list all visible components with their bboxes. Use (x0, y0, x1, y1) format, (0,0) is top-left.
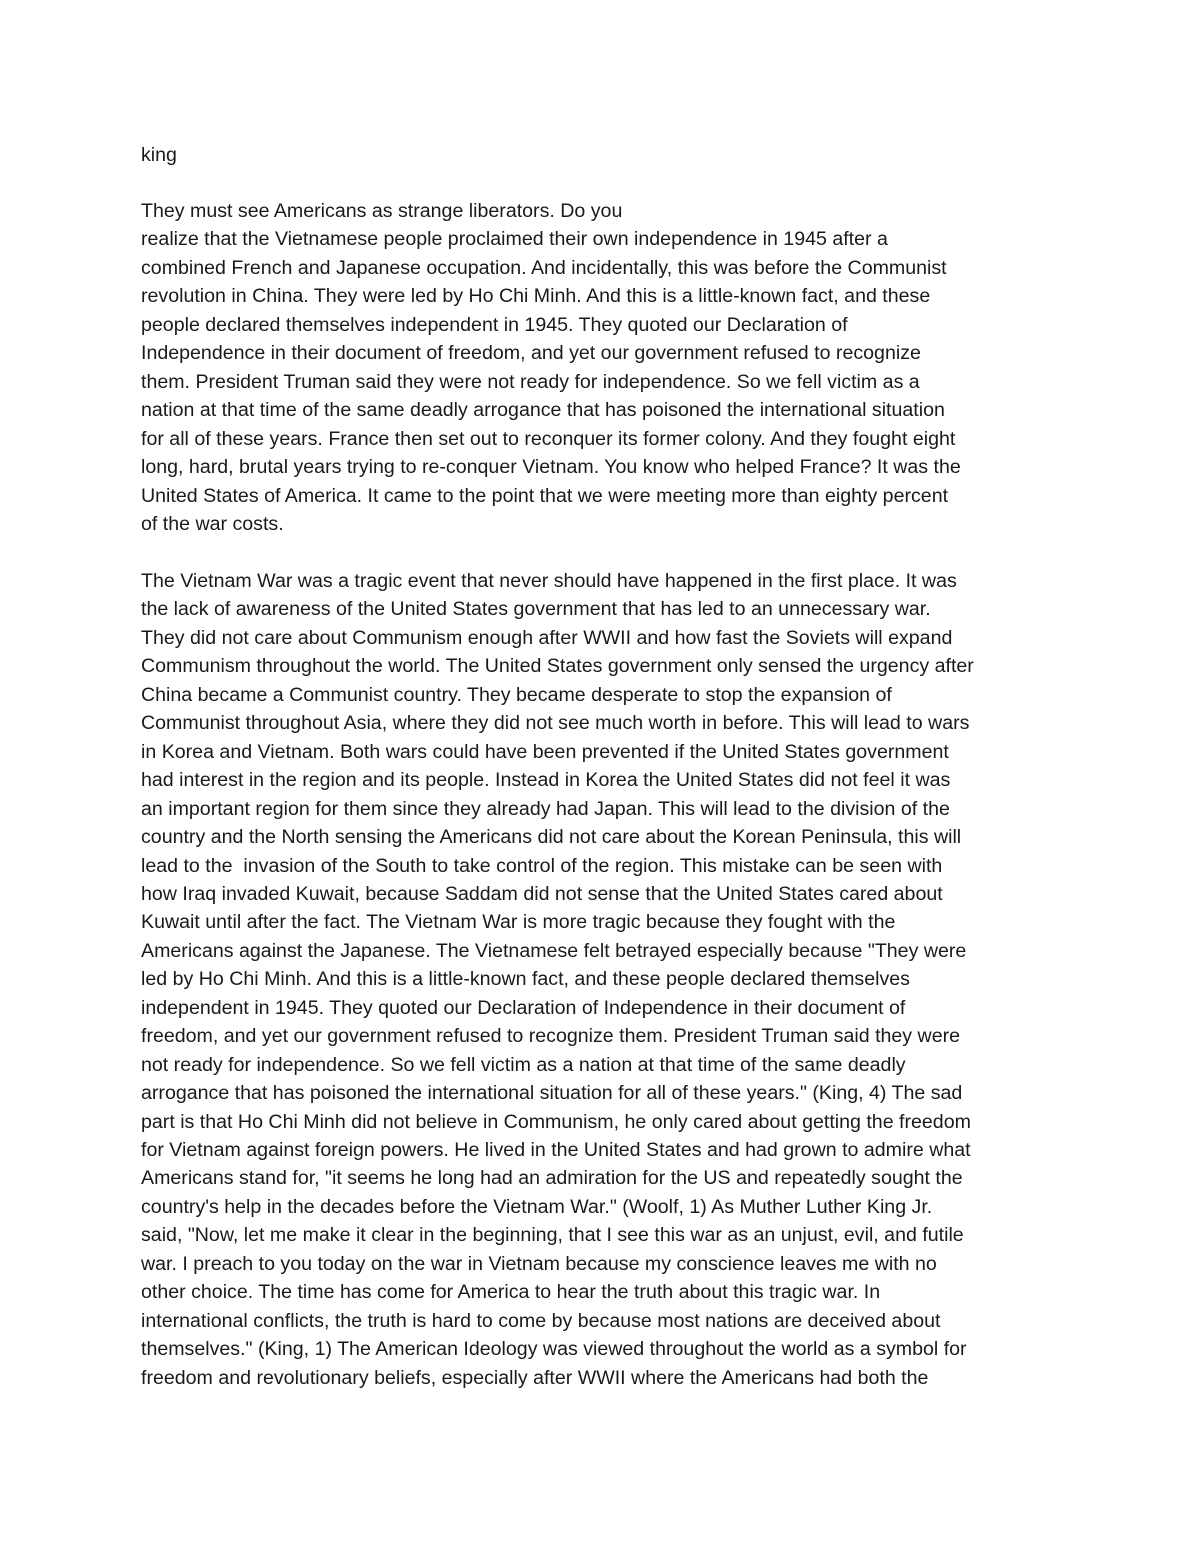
text-line: war. I preach to you today on the war in Vietnam because my conscience leaves me with no (141, 1252, 937, 1275)
text-line: They must see Americans as strange liberators. Do you (141, 200, 623, 222)
text-line: combined French and Japanese occupation. And incidentally, this was before the Communist (141, 256, 947, 279)
text-line: not ready for independence. So we fell victim as a nation at that time of the same deadly (141, 1053, 906, 1076)
text-line: nation at that time of the same deadly arrogance that has poisoned the international situation (141, 399, 945, 422)
text-line: people declared themselves independent in 1945. They quoted our Declaration of (141, 313, 848, 336)
text-line: had interest in the region and its people. Instead in Korea the United States did not feel it was (141, 769, 951, 792)
text-line: for all of these years. France then set out to reconquer its former colony. And they fought eight (141, 427, 956, 450)
text-line: international conflicts, the truth is hard to come by because most nations are deceived about (141, 1309, 941, 1332)
text-line: led by Ho Chi Minh. And this is a little-known fact, and these people declared themselves (141, 968, 910, 991)
text-line: an important region for them since they already had Japan. This will lead to the division of the (141, 797, 950, 820)
text-line: lead to the invasion of the South to take control of the region. This mistake can be seen with (141, 854, 943, 877)
text-line: Kuwait until after the fact. The Vietnam War is more tragic because they fought with the (141, 911, 896, 934)
text-line: them. President Truman said they were not ready for independence. So we fell victim as a (141, 370, 920, 393)
text-line: They did not care about Communism enough after WWII and how fast the Soviets will expand (141, 626, 953, 649)
text-line: long, hard, brutal years trying to re-conquer Vietnam. You know who helped France? It was the (141, 456, 961, 479)
text-line: in Korea and Vietnam. Both wars could have been prevented if the United States government (141, 740, 949, 763)
text-line: themselves." (King, 1) The American Ideology was viewed throughout the world as a symbol for (141, 1338, 967, 1361)
text-line: for Vietnam against foreign powers. He lived in the United States and had grown to admire what (141, 1139, 971, 1161)
text-line: freedom, and yet our government refused to recognize them. President Truman said they were (141, 1025, 961, 1048)
text-line: Independence in their document of freedom, and yet our government refused to recognize (141, 342, 921, 365)
text-line: Communist throughout Asia, where they did not see much worth in before. This will lead to wars (141, 712, 970, 735)
text-line: Communism throughout the world. The United States government only sensed the urgency after (141, 655, 974, 678)
text-line: revolution in China. They were led by Ho Chi Minh. And this is a little-known fact, and these (141, 285, 931, 308)
text-line: part is that Ho Chi Minh did not believe in Communism, he only cared about getting the freedom (141, 1110, 971, 1133)
text-line: the lack of awareness of the United States government that has led to an unnecessary war. (141, 598, 931, 621)
text-line: Americans against the Japanese. The Vietnamese felt betrayed especially because "They were (141, 939, 967, 962)
text-line: arrogance that has poisoned the international situation for all of these years." (King, 4) The sad (141, 1082, 963, 1105)
text-line: country's help in the decades before the Vietnam War." (Woolf, 1) As Muther Luther King Jr. (141, 1195, 933, 1218)
text-line: independent in 1945. They quoted our Declaration of Independence in their document of (141, 996, 906, 1019)
text-line: realize that the Vietnamese people proclaimed their own independence in 1945 after a (141, 228, 888, 251)
text-line: how Iraq invaded Kuwait, because Saddam did not sense that the United States cared about (141, 882, 943, 905)
text-line: United States of America. It came to the point that we were meeting more than eighty percent (141, 484, 949, 507)
text-line: China became a Communist country. They became desperate to stop the expansion of (141, 683, 892, 706)
text-line: The Vietnam War was a tragic event that never should have happened in the first place. It was (141, 570, 957, 592)
text-line: other choice. The time has come for America to hear the truth about this tragic war. In (141, 1281, 881, 1304)
text-line: country and the North sensing the Americans did not care about the Korean Peninsula, this will (141, 826, 962, 849)
text-line: of the war costs. (141, 512, 284, 535)
text-line: said, "Now, let me make it clear in the beginning, that I see this war as an unjust, evil, and futile (141, 1224, 964, 1247)
text-line: freedom and revolutionary beliefs, especially after WWII where the Americans had both the (141, 1366, 929, 1389)
document-heading: king (141, 144, 177, 166)
text-line: Americans stand for, "it seems he long had an admiration for the US and repeatedly sought the (141, 1167, 963, 1190)
